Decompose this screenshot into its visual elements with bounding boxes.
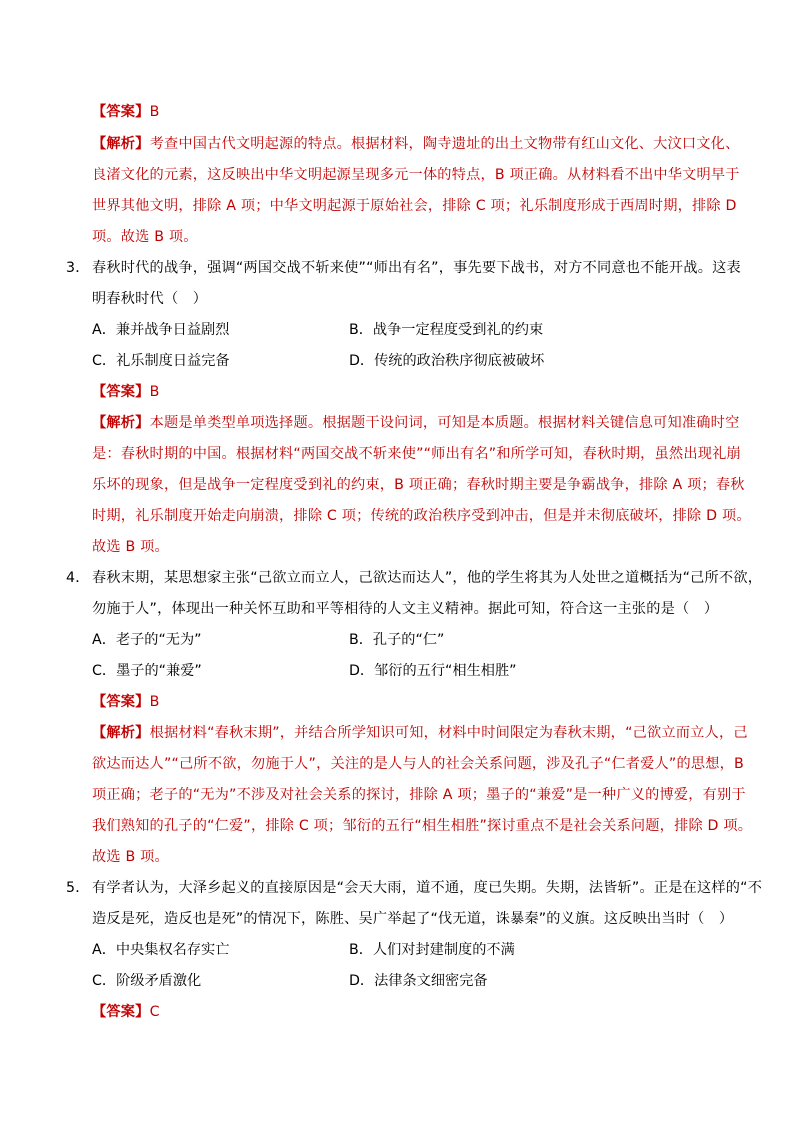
q4-analysis-line: 项正确；老子的“无为”不涉及对社会关系的探讨，排除 A 项；墨子的“兼爱”是一种广义的博爱，有别于 xyxy=(92,787,746,803)
option-a: A．老子的“无为” xyxy=(92,632,202,648)
option-b: B．孔子的“仁” xyxy=(349,632,445,648)
question-number: 3． xyxy=(66,260,90,276)
q4-analysis-line: 我们熟知的孔子的“仁爱”，排除 C 项；邹衍的五行“相生相胜”探讨重点不是社会关系问题，排除 D 项。 xyxy=(92,818,753,834)
q3-analysis-line: 【解析】本题是单类型单项选择题。根据题干设问词，可知是本质题。根据材料关键信息可知准确时空 xyxy=(92,415,740,431)
option-c: C．礼乐制度日益完备 xyxy=(92,353,230,369)
analysis-tag: 【解析】 xyxy=(92,725,150,741)
q2-answer xyxy=(92,102,160,122)
q3-analysis-line: 是：春秋时期的中国。根据材料“两国交战不斩来使”“师出有名”和所学可知，春秋时期，虽然出现礼崩 xyxy=(92,446,741,462)
q3-analysis-line: 故选 B 项。 xyxy=(92,539,169,555)
analysis-tag: 【解析】 xyxy=(92,136,150,152)
q3-answer xyxy=(92,382,160,402)
answer-value: B xyxy=(149,104,160,120)
answer-tag: 【答案】 xyxy=(92,694,150,710)
analysis-tag: 【解析】 xyxy=(92,415,150,431)
question-number: 4． xyxy=(66,570,90,586)
q2-analysis-line: 良渚文化的元素，这反映出中华文明起源呈现多元一体的特点，B 项正确。从材料看不出中华文明早于 xyxy=(92,167,740,183)
option-d: D．传统的政治秩序彻底被破坏 xyxy=(349,353,545,369)
q3-analysis-line: 时期，礼乐制度开始走向崩溃，排除 C 项；传统的政治秩序受到冲击，但是并未彻底破坏，排除 D 项。 xyxy=(92,508,751,524)
option-b: B．战争一定程度受到礼的约束 xyxy=(349,322,544,338)
q2-analysis-line: 项。故选 B 项。 xyxy=(92,229,198,245)
q4-stem-line: 勿施于人”，体现出一种关怀互助和平等相待的人文主义精神。据此可知，符合这一主张的是（ ） xyxy=(92,601,719,617)
option-b: B．人们对封建制度的不满 xyxy=(349,942,515,958)
q2-analysis-line: 【解析】考查中国古代文明起源的特点。根据材料，陶寺遗址的出土文物带有红山文化、大汶口文化、 xyxy=(92,136,740,152)
q4-stem-line: 春秋末期，某思想家主张“己欲立而立人，己欲达而达人”，他的学生将其为人处世之道概括为“己所不欲， xyxy=(92,570,763,586)
option-d: D．邹衍的五行“相生相胜” xyxy=(349,663,517,679)
option-c: C．阶级矛盾激化 xyxy=(92,973,202,989)
q5-stem-line: 造反是死，造反也是死”的情况下，陈胜、吴广举起了“伐无道，诛暴秦”的义旗。这反映出当时（ ） xyxy=(92,911,734,927)
option-a: A．中央集权名存实亡 xyxy=(92,942,230,958)
q3-stem-line: 春秋时代的战争，强调“两国交战不斩来使”“师出有名”，事先要下战书，对方不同意也不能开战。这表 xyxy=(92,260,741,276)
option-d: D．法律条文细密完备 xyxy=(349,973,488,989)
answer-value: B xyxy=(149,694,160,710)
answer-value: B xyxy=(149,384,160,400)
option-a: A．兼并战争日益剧烈 xyxy=(92,322,230,338)
q5-answer xyxy=(92,1002,160,1022)
q3-analysis-line: 乐坏的现象，但是战争一定程度受到礼的约束，B 项正确；春秋时期主要是争霸战争，排除 A 项；春秋 xyxy=(92,477,745,493)
q2-analysis-line: 世界其他文明，排除 A 项；中华文明起源于原始社会，排除 C 项；礼乐制度形成于西周时期，排除 D xyxy=(92,198,737,214)
q3-stem-line: 明春秋时代（ ） xyxy=(92,291,208,307)
answer-tag: 【答案】 xyxy=(92,104,150,120)
q4-analysis-line: 故选 B 项。 xyxy=(92,849,169,865)
q4-analysis-line: 【解析】根据材料“春秋末期”，并结合所学知识可知，材料中时间限定为春秋末期，“己欲立而立人，己 xyxy=(92,725,748,741)
option-c: C．墨子的“兼爱” xyxy=(92,663,202,679)
q4-answer xyxy=(92,692,160,712)
q4-analysis-line: 欲达而达人”“己所不欲，勿施于人”，关注的是人与人的社会关系问题，涉及孔子“仁者爱人”的思想，B xyxy=(92,756,744,772)
answer-tag: 【答案】 xyxy=(92,1004,150,1020)
q5-stem-line: 有学者认为，大泽乡起义的直接原因是“会天大雨，道不通，度已失期。失期，法皆斩”。正是在这样的“不 xyxy=(92,880,763,896)
answer-value: C xyxy=(149,1004,160,1020)
question-number: 5． xyxy=(66,880,90,896)
answer-tag: 【答案】 xyxy=(92,384,150,400)
